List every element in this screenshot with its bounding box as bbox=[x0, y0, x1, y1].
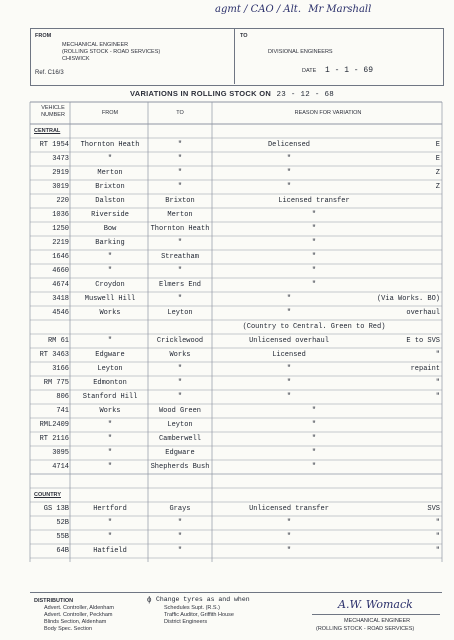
to-cell: Edgware bbox=[165, 449, 195, 457]
to-cell: " bbox=[177, 183, 183, 191]
reason-cell: (Country to Central. Green to Red) bbox=[242, 323, 386, 331]
from-cell: Works bbox=[99, 309, 121, 317]
from-cell: " bbox=[107, 449, 113, 457]
reason-cell: " bbox=[286, 295, 292, 303]
from-cell: " bbox=[107, 253, 113, 261]
to-cell: " bbox=[177, 533, 183, 541]
to-cell: Wood Green bbox=[158, 407, 201, 415]
signature: A.W. Womack bbox=[338, 598, 413, 611]
vehicle-number: 4674 bbox=[52, 281, 69, 289]
vehicle-number: GS 13B bbox=[43, 505, 69, 513]
reason-extra: " bbox=[435, 379, 440, 387]
from-cell: " bbox=[107, 267, 113, 275]
col-header-to: TO bbox=[176, 110, 184, 116]
distribution-line-3: Blinds Section, Aldenham bbox=[44, 619, 107, 625]
vehicle-number: RML2409 bbox=[39, 421, 69, 429]
reason-cell: " bbox=[311, 267, 317, 275]
reason-extra: " bbox=[435, 351, 440, 359]
col-header-vehicle: VEHICLE NUMBER bbox=[41, 105, 65, 118]
vehicle-number: 4714 bbox=[52, 463, 69, 471]
from-cell: " bbox=[107, 435, 113, 443]
ref-label: Ref. C16/3 bbox=[35, 70, 64, 76]
signatory-line-2: (ROLLING STOCK - ROAD SERVICES) bbox=[316, 626, 415, 632]
vehicle-number: 52B bbox=[56, 519, 69, 527]
from-cell: Muswell Hill bbox=[84, 295, 136, 303]
from-cell: Brixton bbox=[95, 183, 125, 191]
reason-cell: " bbox=[311, 463, 317, 471]
reason-cell: " bbox=[286, 393, 292, 401]
copy-line-1: Schedules Supt. (R.S.) bbox=[164, 605, 220, 611]
signature-line bbox=[312, 614, 440, 615]
reason-extra: repaint bbox=[410, 365, 440, 373]
reason-extra: overhaul bbox=[406, 309, 440, 317]
from-cell: " bbox=[107, 533, 113, 541]
from-cell: Leyton bbox=[97, 365, 123, 373]
date-value: 1 - 1 - 69 bbox=[325, 66, 374, 75]
to-value: DIVISIONAL ENGINEERS bbox=[268, 49, 333, 55]
vehicle-number: 2219 bbox=[52, 239, 69, 247]
to-cell: " bbox=[177, 169, 183, 177]
distribution-line-4: Body Spec. Section bbox=[44, 626, 93, 632]
from-cell: " bbox=[107, 519, 113, 527]
to-cell: Leyton bbox=[167, 421, 193, 429]
vehicle-number: 64B bbox=[56, 547, 69, 555]
reason-extra: E to SVS bbox=[406, 337, 440, 345]
vehicle-number: 741 bbox=[56, 407, 69, 415]
from-line-2: (ROLLING STOCK - ROAD SERVICES) bbox=[62, 49, 161, 55]
to-cell: " bbox=[177, 519, 183, 527]
vehicle-number: RT 1954 bbox=[39, 141, 69, 149]
to-cell: Brixton bbox=[165, 197, 195, 205]
vehicle-number: 3019 bbox=[52, 183, 69, 191]
reason-cell: " bbox=[286, 533, 292, 541]
from-cell: Bow bbox=[103, 225, 117, 233]
vehicle-number: 3166 bbox=[52, 365, 69, 373]
from-cell: Works bbox=[99, 407, 121, 415]
to-cell: Works bbox=[169, 351, 191, 359]
from-cell: Hertford bbox=[93, 505, 127, 513]
from-cell: Riverside bbox=[91, 211, 129, 219]
vehicle-number: 4660 bbox=[52, 267, 69, 275]
reason-cell: " bbox=[311, 421, 317, 429]
to-cell: " bbox=[177, 547, 183, 555]
title-date: 23 - 12 - 68 bbox=[276, 91, 335, 99]
copy-line-3: District Engineers bbox=[164, 619, 208, 625]
reason-extra: E bbox=[435, 155, 440, 163]
from-cell: " bbox=[107, 337, 113, 345]
to-cell: " bbox=[177, 295, 183, 303]
reason-cell: " bbox=[311, 449, 317, 457]
to-cell: " bbox=[177, 365, 183, 373]
vehicle-number: 3095 bbox=[52, 449, 69, 457]
reason-cell: " bbox=[286, 379, 292, 387]
reason-cell: " bbox=[311, 211, 317, 219]
section-label: COUNTRY bbox=[34, 492, 61, 498]
vehicle-number: 220 bbox=[56, 197, 69, 205]
reason-cell: Licensed transfer bbox=[278, 197, 350, 205]
vehicle-number: 1646 bbox=[52, 253, 69, 261]
to-cell: " bbox=[177, 155, 183, 163]
reason-cell: Unlicensed transfer bbox=[249, 505, 329, 513]
to-cell: Grays bbox=[169, 505, 191, 513]
to-cell: Shepherds Bush bbox=[150, 463, 210, 471]
reason-extra: (Via Works. BO) bbox=[376, 295, 440, 303]
from-cell: Dalston bbox=[95, 197, 125, 205]
from-cell: " bbox=[107, 155, 113, 163]
footer-rule bbox=[30, 592, 442, 593]
to-cell: " bbox=[177, 141, 183, 149]
vehicle-number: RM 61 bbox=[47, 337, 69, 345]
to-cell: " bbox=[177, 379, 183, 387]
to-cell: " bbox=[177, 393, 183, 401]
from-cell: Croydon bbox=[95, 281, 125, 289]
to-cell: Streatham bbox=[161, 253, 199, 261]
note-mark: ɸ bbox=[147, 595, 152, 604]
reason-extra: " bbox=[435, 547, 440, 555]
reason-extra: SVS bbox=[427, 505, 440, 513]
reason-cell: " bbox=[311, 239, 317, 247]
vehicle-number: 2919 bbox=[52, 169, 69, 177]
to-label: TO bbox=[240, 33, 248, 39]
reason-cell: " bbox=[286, 155, 292, 163]
vehicle-number: 1036 bbox=[52, 211, 69, 219]
reason-cell: " bbox=[311, 225, 317, 233]
from-cell: " bbox=[107, 421, 113, 429]
to-cell: Elmers End bbox=[158, 281, 201, 289]
reason-cell: " bbox=[311, 407, 317, 415]
from-cell: Barking bbox=[95, 239, 125, 247]
to-cell: " bbox=[177, 267, 183, 275]
signatory-line-1: MECHANICAL ENGINEER bbox=[344, 618, 411, 624]
reason-cell: " bbox=[311, 281, 317, 289]
annotation-name: Mr Marshall bbox=[308, 4, 372, 15]
from-cell: Thornton Heath bbox=[80, 141, 140, 149]
to-cell: " bbox=[177, 239, 183, 247]
vehicle-number: 55B bbox=[56, 533, 69, 541]
vehicle-number: RT 3463 bbox=[39, 351, 69, 359]
vehicle-number: 3473 bbox=[52, 155, 69, 163]
vehicle-number: 1250 bbox=[52, 225, 69, 233]
from-cell: Hatfield bbox=[93, 547, 127, 555]
reason-cell: Delicensed bbox=[267, 141, 310, 149]
from-cell: Edmonton bbox=[93, 379, 127, 387]
to-cell: Camberwell bbox=[158, 435, 201, 443]
to-cell: Thornton Heath bbox=[150, 225, 210, 233]
reason-cell: Unlicensed overhaul bbox=[249, 337, 329, 345]
reason-cell: " bbox=[286, 309, 292, 317]
annotation-pre: agmt / CAO / Alt. bbox=[215, 4, 302, 15]
from-line-1: MECHANICAL ENGINEER bbox=[62, 42, 129, 48]
reason-cell: " bbox=[286, 183, 292, 191]
from-line-3: CHISWICK bbox=[62, 56, 90, 62]
from-cell: " bbox=[107, 463, 113, 471]
vehicle-number: 4546 bbox=[52, 309, 69, 317]
title-text: VARIATIONS IN ROLLING STOCK ON bbox=[130, 89, 272, 98]
from-cell: Edgware bbox=[95, 351, 125, 359]
reason-cell: Licensed bbox=[272, 351, 306, 359]
from-cell: Merton bbox=[97, 169, 123, 177]
vehicle-number: 806 bbox=[56, 393, 69, 401]
reason-extra: Z bbox=[435, 169, 440, 177]
reason-cell: " bbox=[286, 169, 292, 177]
vehicle-number: 3418 bbox=[52, 295, 69, 303]
copy-line-2: Traffic Auditor, Griffith House bbox=[164, 612, 234, 618]
reason-extra: Z bbox=[435, 183, 440, 191]
to-cell: Cricklewood bbox=[156, 337, 204, 345]
vehicle-number: RM 775 bbox=[43, 379, 69, 387]
reason-cell: " bbox=[286, 365, 292, 373]
reason-extra: " bbox=[435, 533, 440, 541]
to-cell: Leyton bbox=[167, 309, 193, 317]
vehicle-number: RT 2116 bbox=[39, 435, 69, 443]
distribution-label: DISTRIBUTION bbox=[34, 598, 74, 604]
reason-cell: " bbox=[311, 435, 317, 443]
reason-cell: " bbox=[286, 519, 292, 527]
from-cell: Stanford Hill bbox=[82, 393, 138, 401]
reason-extra: " bbox=[435, 393, 440, 401]
reason-cell: " bbox=[286, 547, 292, 555]
reason-extra: " bbox=[435, 519, 440, 527]
section-label: CENTRAL bbox=[34, 128, 61, 134]
distribution-line-1: Advert. Controller, Aldenham bbox=[44, 605, 115, 611]
reason-extra: E bbox=[435, 141, 440, 149]
tyre-note: Change tyres as and when bbox=[156, 596, 250, 603]
reason-cell: " bbox=[311, 253, 317, 261]
to-cell: Merton bbox=[167, 211, 193, 219]
col-header-from: FROM bbox=[101, 110, 119, 116]
col-header-reason: REASON FOR VARIATION bbox=[294, 110, 362, 116]
distribution-line-2: Advert. Controller, Peckham bbox=[44, 612, 113, 618]
from-label: FROM bbox=[35, 33, 52, 39]
date-label: DATE bbox=[302, 68, 317, 74]
